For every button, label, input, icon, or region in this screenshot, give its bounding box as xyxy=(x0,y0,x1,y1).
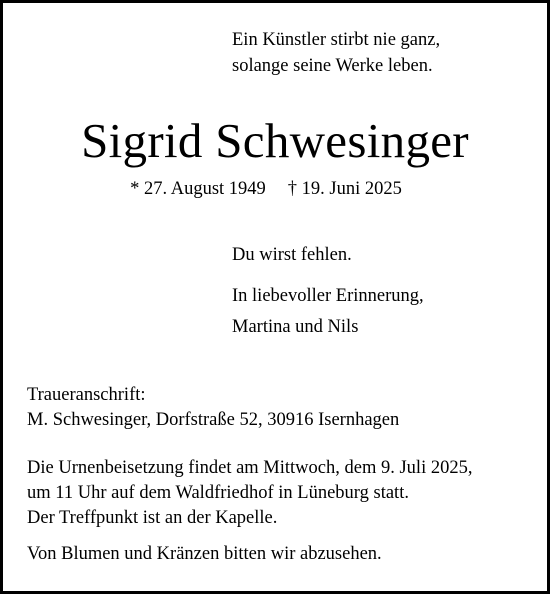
birth-date: * 27. August 1949 xyxy=(130,179,266,199)
flowers-request: Von Blumen und Kränzen bitten wir abzusehen. xyxy=(27,544,382,564)
quote-line-2: solange seine Werke leben. xyxy=(232,56,433,76)
life-dates xyxy=(3,177,547,201)
death-date: † 19. Juni 2025 xyxy=(287,179,402,199)
memory-line: In liebevoller Erinnerung, xyxy=(232,286,424,306)
ceremony-line-3: Der Treffpunkt ist an der Kapelle. xyxy=(27,508,278,528)
deceased-name: Sigrid Schwesinger xyxy=(81,113,469,168)
address-label: Traueranschrift: xyxy=(27,385,146,405)
farewell-text: Du wirst fehlen. xyxy=(232,245,352,265)
signatories: Martina und Nils xyxy=(232,317,359,337)
mourning-address xyxy=(27,383,399,433)
quote-line-1: Ein Künstler stirbt nie ganz, xyxy=(232,30,441,50)
ceremony-line-2: um 11 Uhr auf dem Waldfriedhof in Lüneburg statt. xyxy=(27,483,409,503)
memory-block xyxy=(232,281,424,343)
address-line: M. Schwesinger, Dorfstraße 52, 30916 Isernhagen xyxy=(27,410,400,430)
memorial-quote xyxy=(232,27,440,79)
ceremony-line-1: Die Urnenbeisetzung findet am Mittwoch, dem 9. Juli 2025, xyxy=(27,458,473,478)
burial-announcement xyxy=(27,456,472,531)
